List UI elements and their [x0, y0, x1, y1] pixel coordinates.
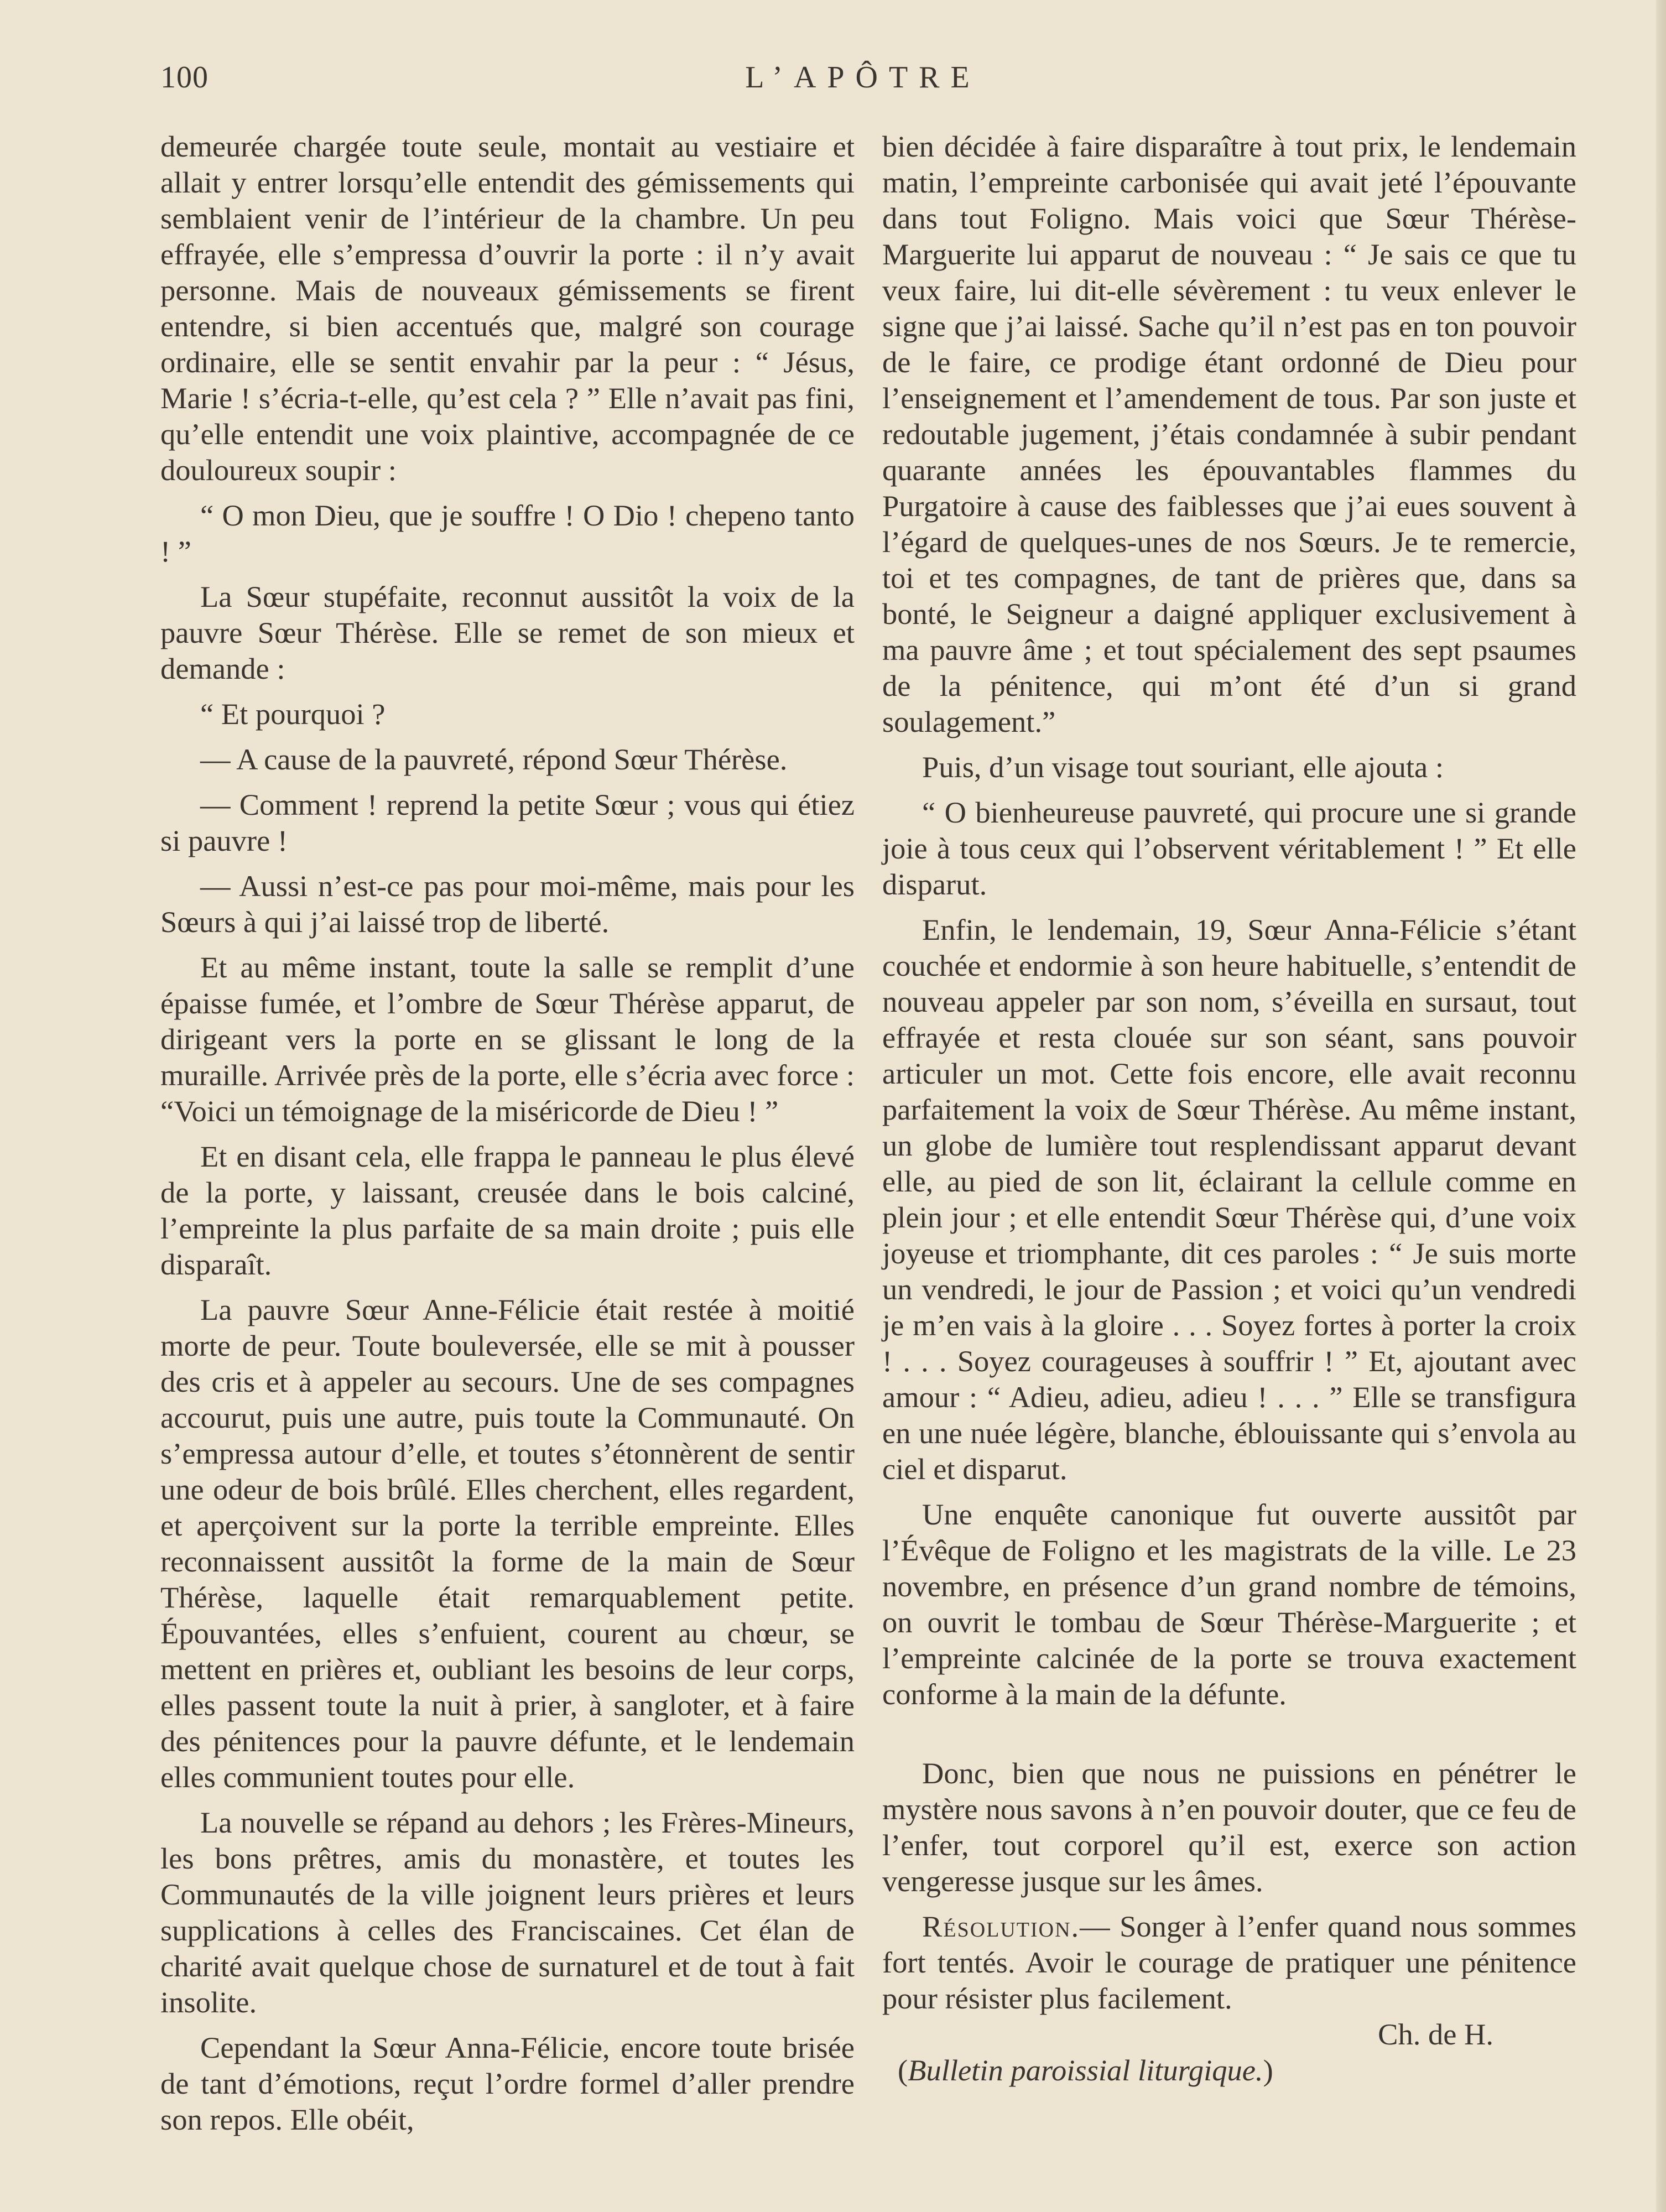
paragraph: Cependant la Sœur Anna-Félicie, encore toute brisée de tant d’émotions, reçut l’ordre formel d’aller prendre son repos. Elle obéit,: [160, 2031, 855, 2136]
paragraph: La nouvelle se répand au dehors ; les Frères-Mineurs, les bons prêtres, amis du monastère, et toutes les Communautés de la ville joignent leurs prières et leurs supplications à celles des Franciscaines. Cet élan de charité avait quelque chose de surnaturel et de tout à fait insolite.: [160, 1805, 855, 2019]
author-signature: Ch. de H.: [1378, 2017, 1493, 2051]
paragraph: bien décidée à faire disparaître à tout prix, le lendemain matin, l’empreinte carbonisée qui avait jeté l’épouvante dans tout Foligno. Mais voici que Sœur Thérèse-Marguerite lui apparut de nouveau : “ Je sais ce que tu veux faire, lui dit-elle sévèrement : tu veux enlever le signe que j’ai laissé. Sache qu’il n’est pas en ton pouvoir de le faire, ce prodige étant ordonné de Dieu pour l’enseignement et l’amendement de tous. Par son juste et redoutable jugement, j’étais condamnée à subir pendant quarante années les épouvantables flammes du Purgatoire à cause des faiblesses que j’ai eues souvent à l’égard de quelques-unes de nos Sœurs. Je te remercie, toi et tes compagnes, de tant de prières que, dans sa bonté, le Seigneur a daigné appliquer exclusivement à ma pauvre âme ; et tout spécialement des sept psaumes de la pénitence, qui m’ont été d’un si grand soulagement.”: [882, 129, 1576, 738]
paragraph: Une enquête canonique fut ouverte aussitôt par l’Évêque de Foligno et les magistrats de la ville. Le 23 novembre, en présence d’un grand nombre de témoins, on ouvrit le tombau de Sœur Thérèse-Marguerite ; et l’empreinte calcinée de la porte se trouva exactement conforme à la main de la défunte.: [882, 1497, 1576, 1711]
paragraph: demeurée chargée toute seule, montait au vestiaire et allait y entrer lorsqu’elle entendit des gémissements qui semblaient venir de l’intérieur de la chambre. Un peu effrayée, elle s’empressa d’ouvrir la porte : il n’y avait personne. Mais de nouveaux gémissements se firent entendre, si bien accentués que, malgré son courage ordinaire, elle se sentit envahir par la peur : “ Jésus, Marie ! s’écria-t-elle, qu’est cela ? ” Elle n’avait pas fini, qu’elle entendit une voix plaintive, accompagnée de ce douloureux soupir :: [160, 129, 855, 487]
resolution-paragraph: [882, 1908, 1576, 2016]
paragraph: Puis, d’un visage tout souriant, elle ajouta :: [922, 750, 1444, 784]
paragraph: “ O mon Dieu, que je souffre ! O Dio ! chepeno tanto ! ”: [160, 498, 855, 568]
resolution-label: Résolution.: [922, 1909, 1080, 1943]
paragraph: — Comment ! reprend la petite Sœur ; vous qui étiez si pauvre !: [160, 788, 855, 857]
source-citation: (Bulletin paroissial liturgique.): [898, 2053, 1273, 2087]
paragraph: La pauvre Sœur Anne-Félicie était restée à moitié morte de peur. Toute bouleversée, elle se mit à pousser des cris et à appeler au secours. Une de ses compagnes accourut, puis une autre, puis toute la Communauté. On s’empressa autour d’elle, et toutes s’étonnèrent de sentir une odeur de bois brûlé. Elles cherchent, elles regardent, et aperçoivent sur la porte la terrible empreinte. Elles reconnaissent aussitôt la forme de la main de Sœur Thérèse, laquelle était remarquablement petite. Épouvantées, elles s’enfuient, courent au chœur, se mettent en prières et, oubliant les besoins de leur corps, elles passent toute la nuit à prier, à sangloter, et à faire des pénitences pour la pauvre défunte, et le lendemain elles communient toutes pour elle.: [160, 1293, 855, 1794]
paragraph: — A cause de la pauvreté, répond Sœur Thérèse.: [200, 742, 788, 776]
resolution-text: — Songer à l’enfer quand nous sommes fort tentés. Avoir le courage de pratiquer une pénitence pour résister plus facilement.: [882, 1909, 1576, 2015]
conclusion-paragraph: Donc, bien que nous ne puissions en pénétrer le mystère nous savons à n’en pouvoir douter, que ce feu de l’enfer, tout corporel qu’il est, exerce son action vengeresse jusque sur les âmes.: [882, 1756, 1576, 1898]
paragraph: La Sœur stupéfaite, reconnut aussitôt la voix de la pauvre Sœur Thérèse. Elle se remet de son mieux et demande :: [160, 580, 855, 685]
paragraph: “ O bienheureuse pauvreté, qui procure une si grande joie à tous ceux qui l’observent véritablement ! ” Et elle disparut.: [882, 795, 1576, 901]
paragraph: — Aussi n’est-ce pas pour moi-même, mais pour les Sœurs à qui j’ai laissé trop de liberté.: [160, 869, 855, 939]
running-title: L’APÔTRE: [745, 60, 981, 95]
paragraph: Et en disant cela, elle frappa le panneau le plus élevé de la porte, y laissant, creusée dans le bois calciné, l’empreinte la plus parfaite de sa main droite ; puis elle disparaît.: [160, 1139, 855, 1281]
left-column: [160, 128, 855, 2137]
page-number: 100: [160, 60, 209, 95]
paragraph: “ Et pourquoi ?: [200, 697, 386, 731]
source-title: Bulletin paroissial liturgique.: [908, 2053, 1263, 2087]
page-edge: [1656, 0, 1666, 2212]
paragraph: Et au même instant, toute la salle se remplit d’une épaisse fumée, et l’ombre de Sœur Thérèse apparut, de dirigeant vers la porte en se glissant le long de la muraille. Arrivée près de la porte, elle s’écria avec force : “Voici un témoignage de la miséricorde de Dieu ! ”: [160, 950, 855, 1128]
right-column: [882, 128, 1576, 2088]
paragraph: Enfin, le lendemain, 19, Sœur Anna-Félicie s’étant couchée et endormie à son heure habituelle, s’entendit de nouveau appeler par son nom, s’éveilla en sursaut, tout effrayée et resta clouée sur son séant, sans pouvoir articuler un mot. Cette fois encore, elle avait reconnu parfaitement la voix de Sœur Thérèse. Au même instant, un globe de lumière tout resplendissant apparut devant elle, au pied de son lit, éclairant la cellule comme en plein jour ; et elle entendit Sœur Thérèse qui, d’une voix joyeuse et triomphante, dit ces paroles : “ Je suis morte un vendredi, le jour de Passion ; et voici qu’un vendredi je m’en vais à la gloire . . . Soyez fortes à porter la croix ! . . . Soyez courageuses à souffrir ! ” Et, ajoutant avec amour : “ Adieu, adieu, adieu ! . . . ” Elle se transfigura en une nuée légère, blanche, éblouissante qui s’envola au ciel et disparut.: [882, 913, 1576, 1486]
running-header: [160, 55, 1565, 105]
